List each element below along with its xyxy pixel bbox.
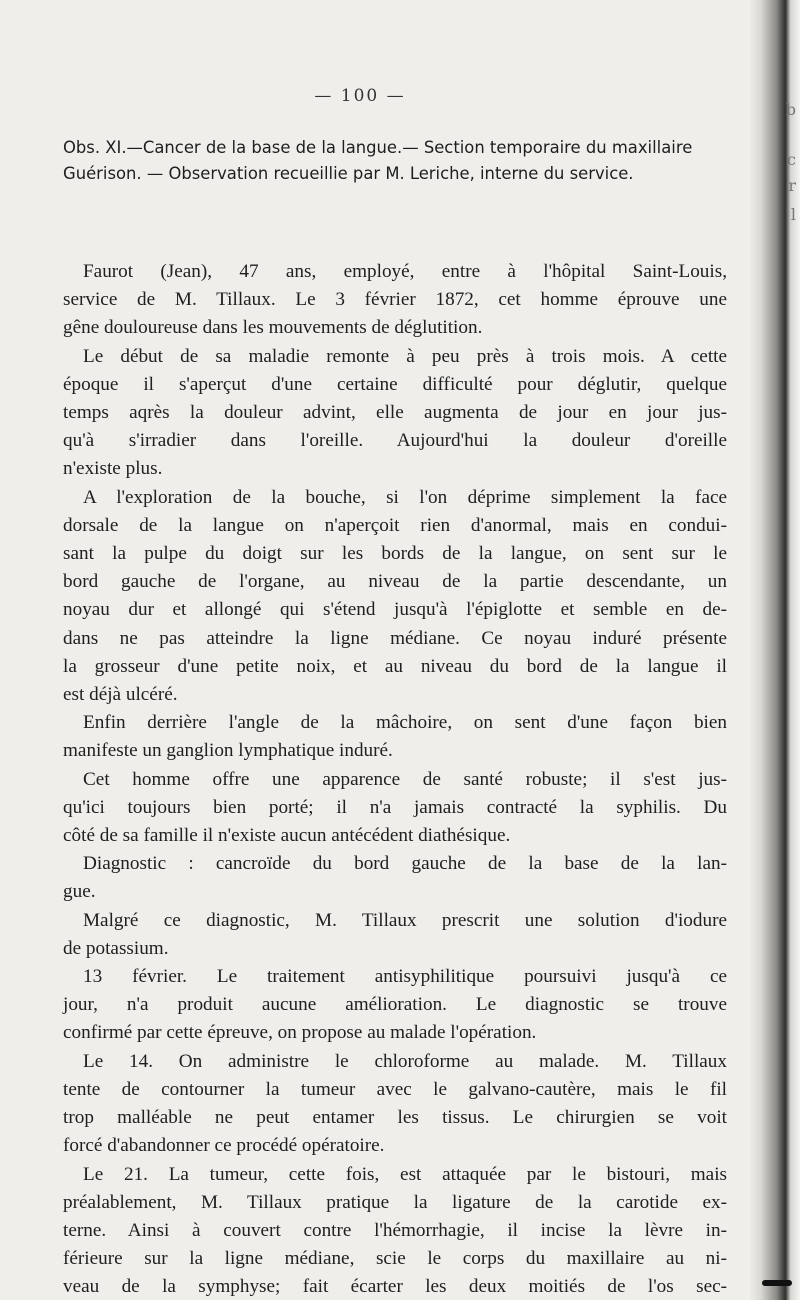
text-line: Diagnostic : cancroïde du bord gauche de la base de la lan- <box>83 853 727 875</box>
text-line: noyau dur et allongé qui s'étend jusqu'à l'épiglotte et semble en de- <box>63 599 727 621</box>
text-line: férieure sur la ligne médiane, scie le corps du maxillaire au ni- <box>63 1248 727 1270</box>
observation-title <box>63 135 723 187</box>
text-line: trop malléable ne peut entamer les tissus. Le chirurgien se voit <box>63 1107 727 1129</box>
title-line-2: Guérison. — Observation recueillie par M. Leriche, interne du service. <box>63 164 634 183</box>
text-line: forcé d'abandonner ce procédé opératoire. <box>63 1135 385 1157</box>
text-line: jour, n'a produit aucune amélioration. Le diagnostic se trouve <box>63 994 727 1016</box>
text-line: préalablement, M. Tillaux pratique la ligature de la carotide ex- <box>63 1191 727 1213</box>
text-line: veau de la symphyse; fait écarter les deux moitiés de l'os sec- <box>63 1276 727 1298</box>
text-line: dorsale de la langue on n'aperçoit rien d'anormal, mais en condui- <box>63 514 727 536</box>
text-line: terne. Ainsi à couvert contre l'hémorrhagie, il incise la lèvre in- <box>63 1219 727 1241</box>
page-number: — 100 — <box>314 86 406 106</box>
text-line: n'existe plus. <box>63 458 163 480</box>
text-line: gue. <box>63 881 96 903</box>
text-line: Cet homme offre une apparence de santé robuste; il s'est jus- <box>83 768 727 790</box>
title-line-1: Obs. XI.—Cancer de la base de la langue.— Section temporaire du maxillaire <box>63 138 693 157</box>
text-line: Faurot (Jean), 47 ans, employé, entre à l'hôpital Saint-Louis, <box>83 261 727 282</box>
corner-mark <box>762 1280 792 1286</box>
text-line: Malgré ce diagnostic, M. Tillaux prescrit une solution d'iodure <box>83 909 727 931</box>
text-line: qu'ici toujours bien porté; il n'a jamais contracté la syphilis. Du <box>63 796 727 818</box>
text-line: Le 21. La tumeur, cette fois, est attaquée par le bistouri, mais <box>83 1163 727 1185</box>
text-line: côté de sa famille il n'existe aucun antécédent diathésique. <box>63 825 511 847</box>
text-line: confirmé par cette épreuve, on propose au malade l'opération. <box>63 1022 537 1044</box>
text-line: la grosseur d'une petite noix, et au niveau du bord de la langue il <box>63 655 727 677</box>
edge-fragment: l <box>790 205 796 224</box>
text-line: dans ne pas atteindre la ligne médiane. Ce noyau induré présente <box>63 627 727 649</box>
observation-body <box>63 258 727 1300</box>
text-line: tente de contourner la tumeur avec le galvano-cautère, mais le fil <box>63 1078 727 1100</box>
edge-fragment: r <box>788 176 796 195</box>
binding-edge <box>748 0 800 1300</box>
text-line: manifeste un ganglion lymphatique induré. <box>63 740 393 762</box>
text-line: sant la pulpe du doigt sur les bords de la langue, on sent sur le <box>63 543 727 565</box>
text-line: époque il s'aperçut d'une certaine difficulté pour déglutir, quelque <box>63 373 727 395</box>
text-line: 13 février. Le traitement antisyphilitique poursuivi jusqu'à ce <box>83 966 727 988</box>
text-line: gêne douloureuse dans les mouvements de déglutition. <box>63 317 483 339</box>
text-line: de potassium. <box>63 937 169 959</box>
text-line: temps aqrès la douleur advint, elle augmenta de jour en jour jus- <box>63 402 727 424</box>
text-line: A l'exploration de la bouche, si l'on déprime simplement la face <box>83 486 727 508</box>
edge-fragment: b <box>785 100 796 119</box>
text-line: service de M. Tillaux. Le 3 février 1872, cet homme éprouve une <box>63 289 727 311</box>
text-line: Le 14. On administre le chloroforme au malade. M. Tillaux <box>83 1050 727 1072</box>
text-line: bord gauche de l'organe, au niveau de la partie descendante, un <box>63 571 727 593</box>
text-line: est déjà ulcéré. <box>63 684 178 706</box>
text-line: Le début de sa maladie remonte à peu près à trois mois. A cette <box>83 345 727 367</box>
edge-fragment: c <box>787 150 796 169</box>
text-line: Enfin derrière l'angle de la mâchoire, on sent d'une façon bien <box>83 712 727 734</box>
text-line: qu'à s'irradier dans l'oreille. Aujourd'hui la douleur d'oreille <box>63 430 727 452</box>
